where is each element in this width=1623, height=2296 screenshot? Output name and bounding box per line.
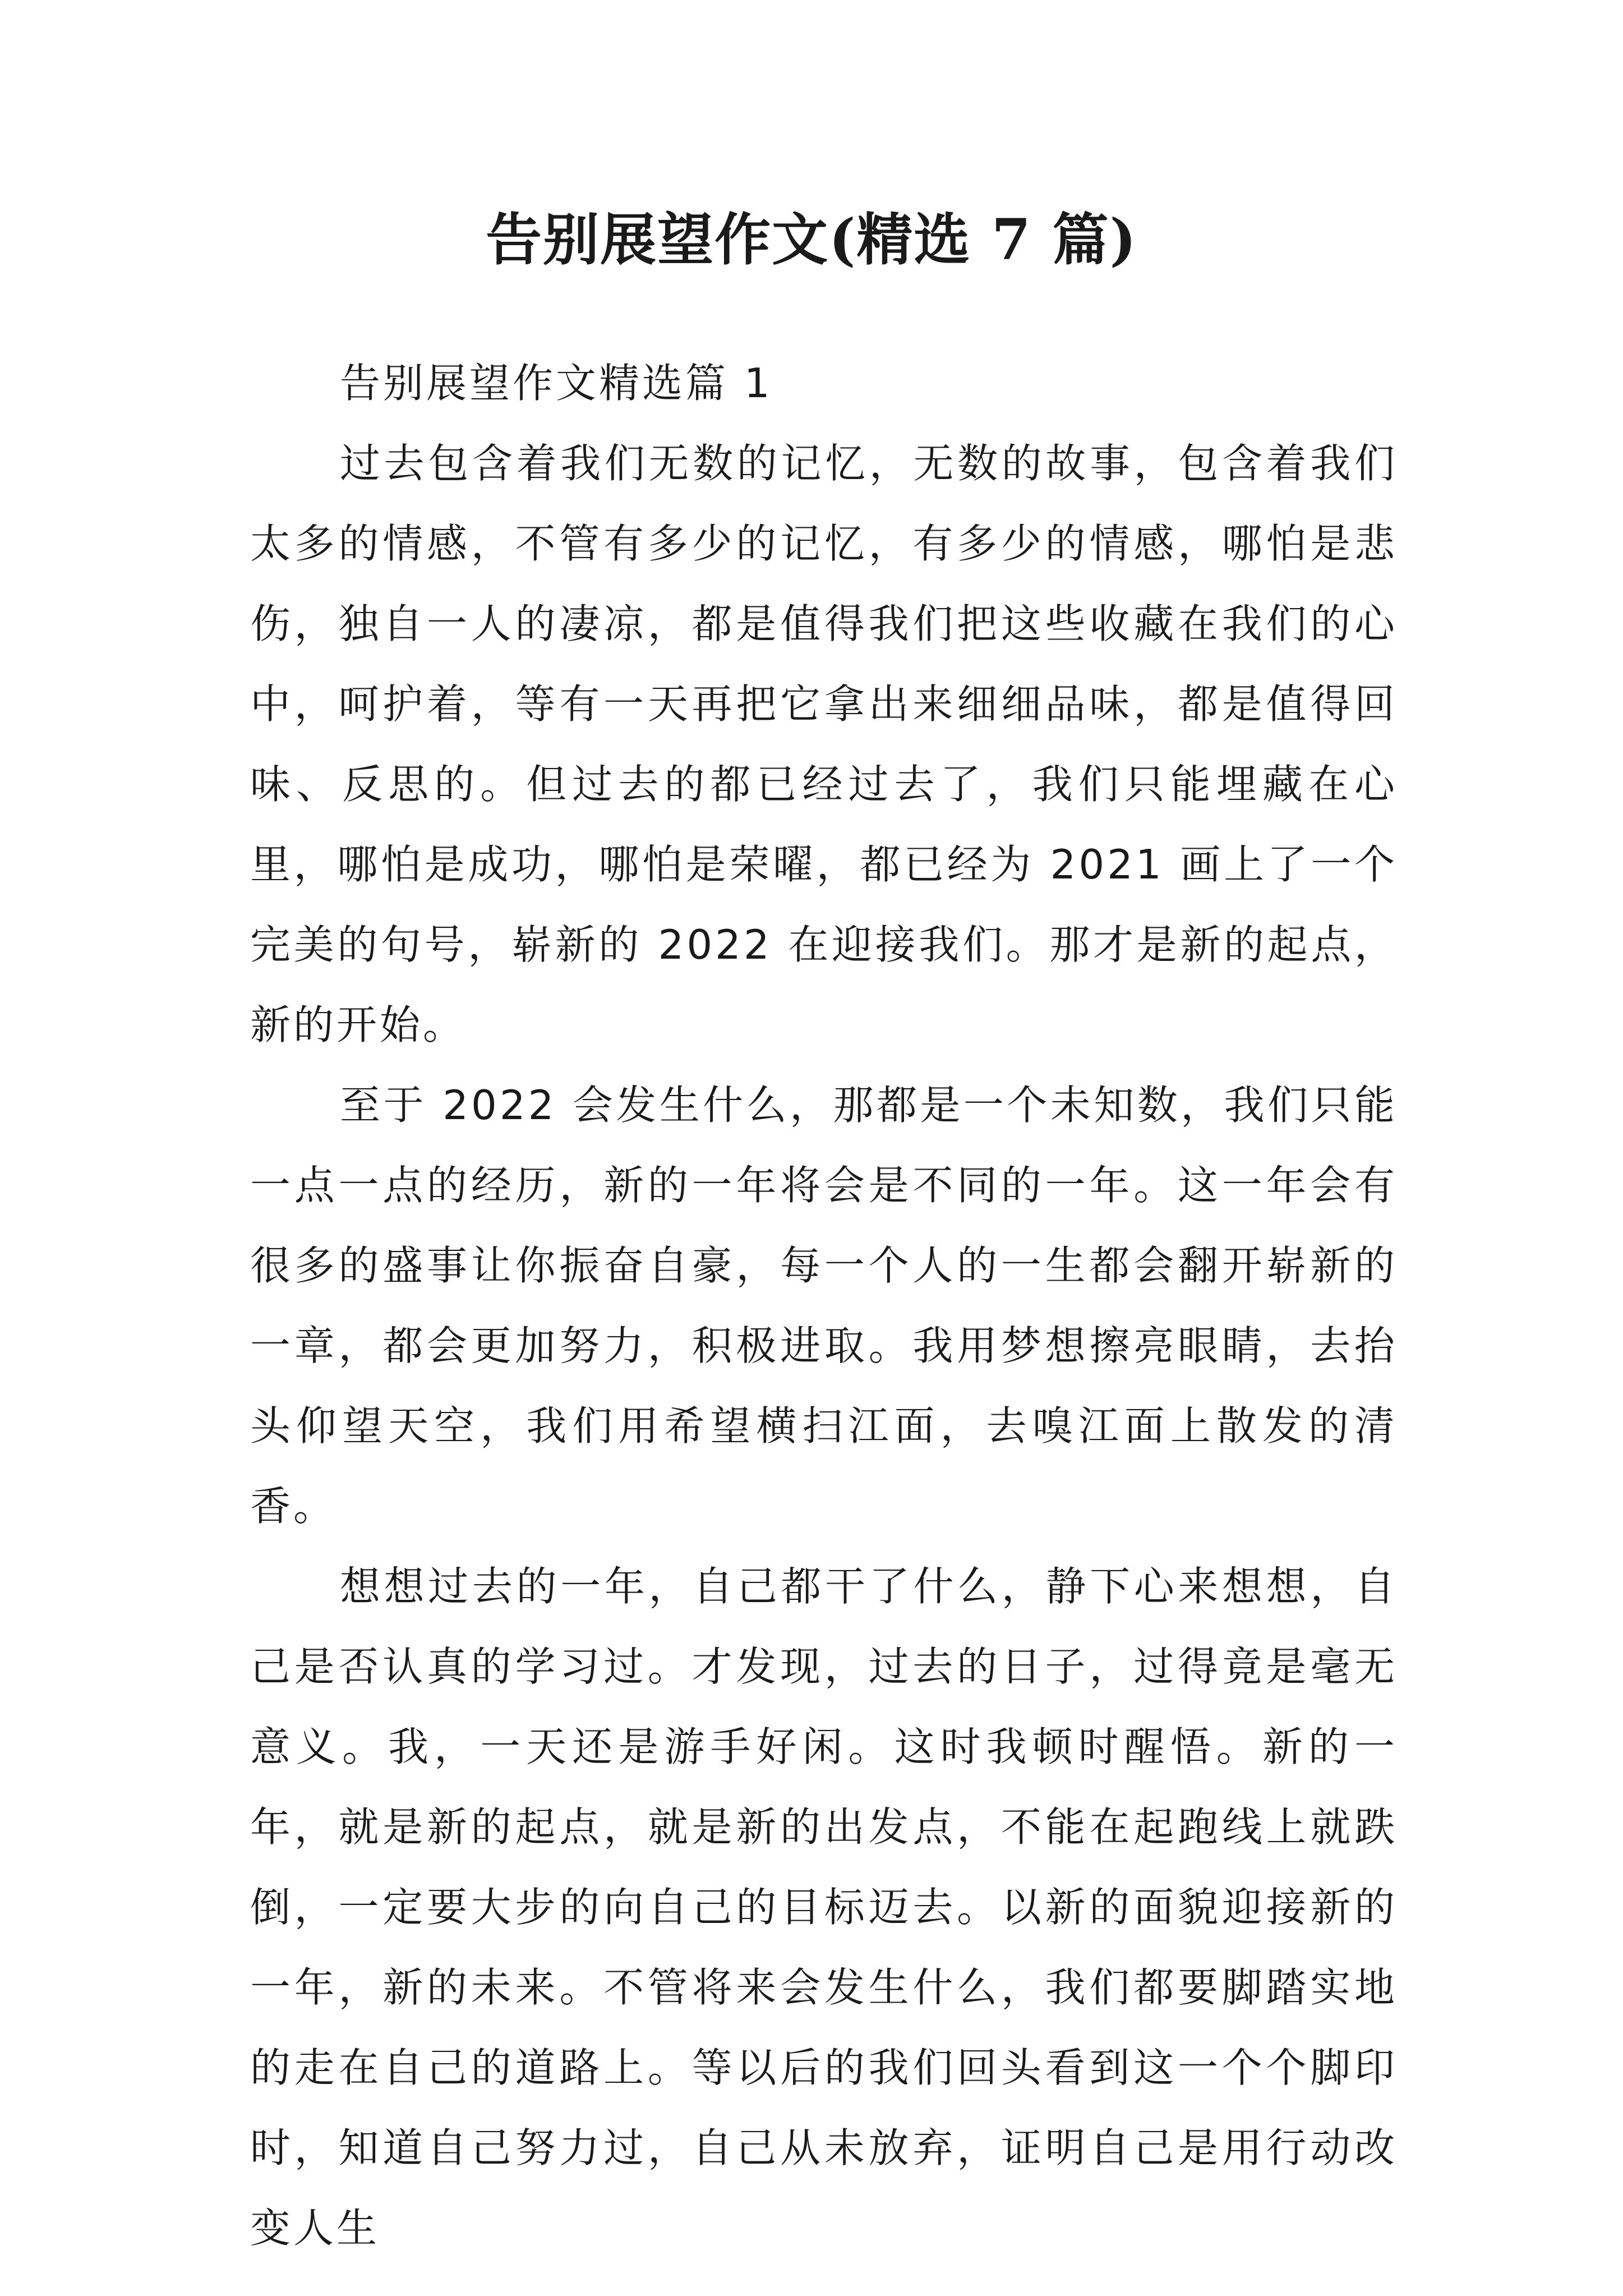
document-body — [250, 343, 1398, 2269]
document-title: 告别展望作文(精选 7 篇) — [486, 206, 1137, 273]
paragraph-1: 过去包含着我们无数的记忆，无数的故事，包含着我们太多的情感，不管有多少的记忆，有多少的情感，哪怕是悲伤，独自一人的凄凉，都是值得我们把这些收藏在我们的心中，呵护着，等有一天再把它拿出来细细品味，都是值得回味、反思的。但过去的都已经过去了，我们只能埋藏在心里，哪怕是成功，哪怕是荣曜，都已经为 2021 画上了一个完美的句号，崭新的 2022 在迎接我们。那才是新的起点，新的开始。 — [250, 440, 1398, 1048]
paragraph-2: 至于 2022 会发生什么，那都是一个未知数，我们只能一点一点的经历，新的一年将会是不同的一年。这一年会有很多的盛事让你振奋自豪，每一个人的一生都会翻开崭新的一章，都会更加努力，积极进取。我用梦想擦亮眼睛，去抬头仰望天空，我们用希望横扫江面，去嗅江面上散发的清香。 — [250, 1082, 1398, 1530]
paragraph-3: 想想过去的一年，自己都干了什么，静下心来想想，自己是否认真的学习过。才发现，过去的日子，过得竟是毫无意义。我，一天还是游手好闲。这时我顿时醒悟。新的一年，就是新的起点，就是新的出发点，不能在起跑线上就跌倒，一定要大步的向自己的目标迈去。以新的面貌迎接新的一年，新的未来。不管将来会发生什么，我们都要脚踏实地的走在自己的道路上。等以后的我们回头看到这一个个脚印时，知道自己努力过，自己从未放弃，证明自己是用行动改变人生 — [250, 1563, 1398, 2252]
section-heading: 告别展望作文精选篇 1 — [340, 360, 773, 407]
